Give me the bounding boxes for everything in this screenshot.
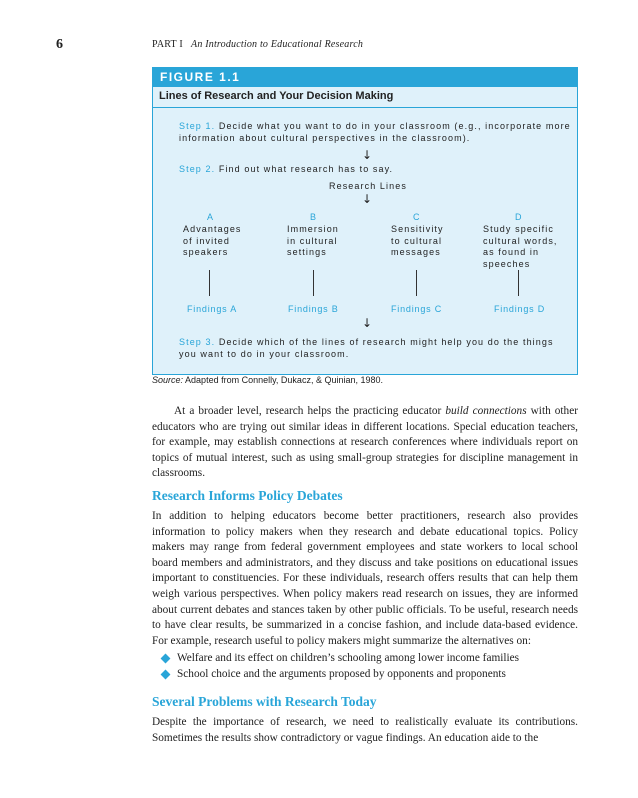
step-3-label: Step 3. (179, 337, 216, 347)
step-1-label: Step 1. (179, 121, 216, 131)
finding-b: Findings B (288, 304, 339, 314)
column-a-line: speakers (183, 247, 229, 257)
column-a-line: Advantages (183, 224, 242, 234)
source-text: Adapted from Connelly, Dukacz, & Quinian, 1980. (185, 375, 383, 385)
column-b-text (287, 224, 377, 259)
paragraph-2: In addition to helping educators become better practitioners, research also provides information to policy makers when they research and debate educational topics. Policy makers may range from federal government employees and state workers to local school board members and administrators, and they discuss and take positions on educational issues important to constituencies. For these individuals, research offers results that can help them weigh various perspectives. When policy makers read research on issues, they are informed about current debates and stances taken by other public officials. To be useful, research needs to have clear results, be summarized in a concise fashion, and include data-based evidence. For example, research useful to policy makers might summarize the alternatives on: (152, 510, 578, 647)
column-a-letter: A (207, 212, 214, 222)
column-c-line: Sensitivity (391, 224, 444, 234)
diamond-bullet-icon (161, 653, 171, 663)
page-number: 6 (56, 37, 63, 52)
column-b-connector (313, 270, 314, 296)
figure-title: Lines of Research and Your Decision Making (159, 90, 394, 102)
step-1-line2: information about cultural perspectives in the classroom). (179, 133, 471, 143)
column-a-line: of invited (183, 235, 231, 246)
column-c-connector (416, 270, 417, 296)
column-d-line: as found in (483, 247, 540, 257)
column-a-connector (209, 270, 210, 296)
paragraph-1-emphasis: build connections (445, 405, 527, 417)
section-heading-problems: Several Problems with Research Today (152, 694, 377, 709)
section-heading-policy: Research Informs Policy Debates (152, 488, 343, 503)
column-b-line: in cultural (287, 235, 338, 246)
column-c-text (391, 224, 481, 259)
step-2-text: Find out what research has to say. (218, 164, 394, 174)
step-2 (179, 164, 393, 174)
column-d-line: cultural words, (483, 235, 558, 246)
part-label: PART I (152, 39, 183, 50)
paragraph-1-start: At a broader level, research helps the practicing educator (174, 405, 446, 417)
paragraph-3: Despite the importance of research, we need to realistically evaluate its contributions. Sometimes the results show contradictory or vague findings. An education aide to the (152, 716, 578, 744)
column-c-line: messages (391, 247, 441, 257)
column-d-connector (518, 270, 519, 296)
source-label: Source: (152, 375, 184, 385)
research-lines-label: Research Lines (329, 181, 407, 191)
column-b-letter: B (310, 212, 317, 222)
column-c-letter: C (413, 212, 420, 222)
list-item-text: Welfare and its effect on children’s schooling among lower income families (177, 652, 520, 664)
finding-c: Findings C (391, 304, 443, 314)
bullet-list (160, 650, 519, 682)
column-c-line: to cultural (391, 235, 443, 246)
column-d-letter: D (515, 212, 522, 222)
figure-body (152, 108, 578, 375)
step-3-line2: you want to do in your classroom. (179, 349, 350, 359)
finding-d: Findings D (494, 304, 546, 314)
column-b-line: settings (287, 247, 327, 257)
figure-source (152, 375, 383, 385)
arrow-down-icon: ↓ (362, 192, 373, 206)
column-a-text (183, 224, 273, 259)
step-3 (179, 336, 554, 360)
step-1 (179, 120, 571, 144)
column-d-line: speeches (483, 258, 531, 269)
paragraph-1-end: with other educators who are trying out similar ideas in different locations. Special education teachers, for example, may establish connections at research conferences where individuals report on topics of mutual interest, such as using small-group strategies for discipline management in classrooms. (152, 405, 578, 480)
paragraph-1 (152, 404, 578, 482)
figure-1-1 (152, 67, 578, 374)
column-d-line: Study specific (483, 224, 554, 234)
list-item (160, 666, 519, 682)
step-2-label: Step 2. (179, 164, 216, 174)
figure-label-bar (152, 67, 578, 87)
figure-title-bar (152, 87, 578, 108)
arrow-down-icon: ↓ (362, 316, 373, 330)
arrow-down-icon: ↓ (362, 148, 373, 162)
list-item-text: School choice and the arguments proposed by opponents and proponents (177, 668, 506, 680)
column-d-text (483, 224, 579, 270)
step-1-line1: Decide what you want to do in your classroom (e.g., incorporate more (218, 121, 571, 131)
running-header (152, 39, 363, 50)
figure-label: FIGURE 1.1 (160, 70, 241, 84)
part-title: An Introduction to Educational Research (191, 39, 364, 50)
step-3-line1: Decide which of the lines of research might help you do the things (218, 337, 554, 347)
list-item (160, 650, 519, 666)
diamond-bullet-icon (161, 669, 171, 679)
finding-a: Findings A (187, 304, 238, 314)
column-b-line: Immersion (287, 224, 339, 234)
